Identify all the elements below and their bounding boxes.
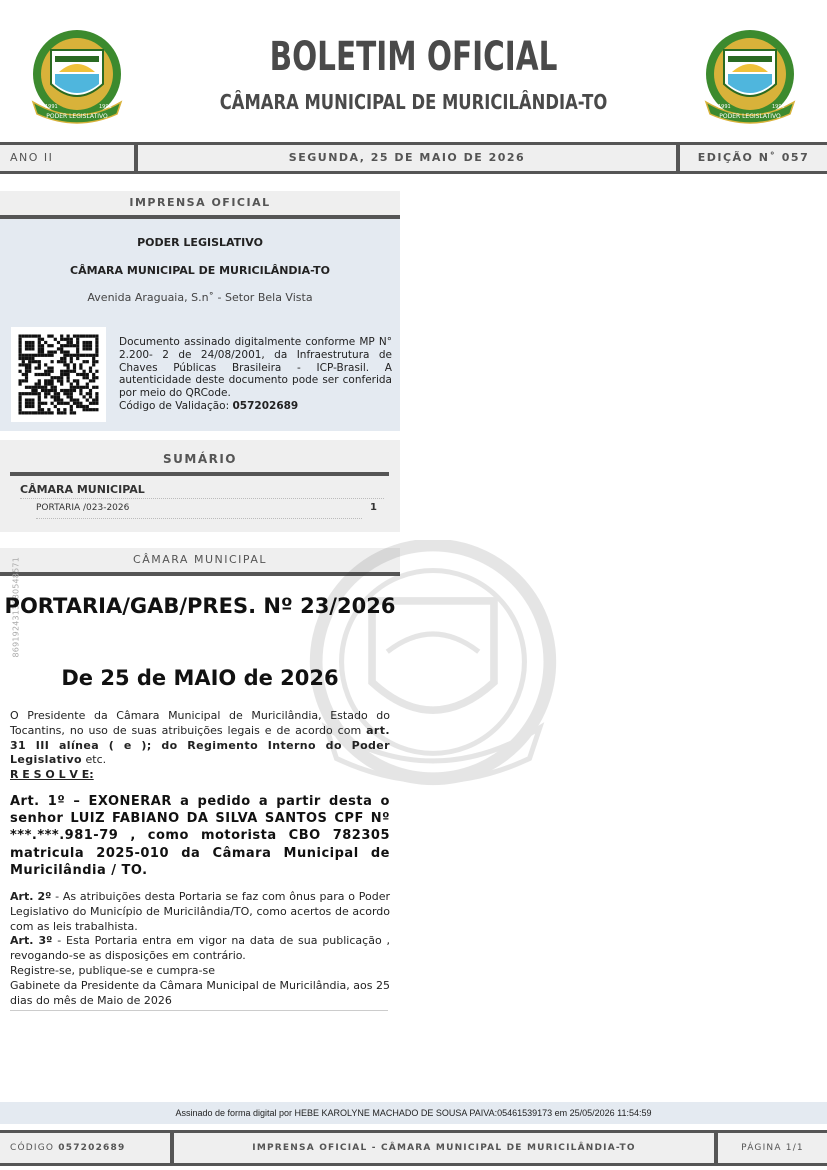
qr-code-icon [11, 327, 106, 422]
closing-line: Registre-se, publique-se e cumpra-se [10, 963, 215, 977]
seal-band-text: PODER LEGISLATIVO [46, 113, 108, 120]
seal-year-right: 1993 [99, 104, 112, 110]
digital-signature-footer: Assinado de forma digital por HEBE KAROLYNE MACHADO DE SOUSA PAIVA:05461539173 em 25/05/2026 11:54:59 [0, 1102, 827, 1124]
summary-item-page: 1 [370, 502, 377, 513]
seal-year-right: 1993 [772, 104, 785, 110]
seal-band-text: PODER LEGISLATIVO [719, 113, 781, 120]
intro-paragraph [10, 709, 390, 783]
divider [10, 472, 389, 476]
article-3-label: Art. 3º [10, 934, 53, 948]
branch-label: PODER LEGISLATIVO [137, 236, 263, 249]
validation-label: Código de Validação: [119, 399, 230, 412]
year-label: ANO II [10, 151, 54, 164]
footer-center-label: IMPRENSA OFICIAL - CÂMARA MUNICIPAL DE MURICILÂNDIA-TO [252, 1143, 636, 1153]
articles-block [10, 890, 390, 1008]
summary-heading: SUMÁRIO [162, 452, 238, 466]
document-side-code: 8691924313680548571 [11, 556, 21, 658]
code-value: 057202689 [58, 1143, 126, 1153]
divider [10, 1010, 388, 1011]
qr-code[interactable] [11, 327, 106, 422]
bulletin-subtitle: CÂMARA MUNICIPAL DE MURICILÂNDIA-TO [219, 90, 608, 114]
bulletin-title: BOLETIM OFICIAL [269, 34, 558, 80]
divider [36, 518, 362, 519]
footer-code [10, 1133, 125, 1163]
document-date: De 25 de MAIO de 2026 [61, 666, 339, 690]
resolve-label: R E S O L V E: [10, 768, 94, 782]
article-2-text: - As atribuições desta Portaria se faz com ônus para o Poder Legislativo do Município de Muricilândia/TO, como acertos de acordo com as leis trabalhista. [10, 890, 390, 933]
footer-bar [0, 1130, 827, 1166]
summary-item-label[interactable]: PORTARIA /023-2026 [36, 503, 130, 513]
article-2-label: Art. 2º [10, 890, 52, 903]
seal-year-left: 1991 [45, 104, 58, 110]
seal-year-left: 1991 [718, 104, 731, 110]
address-label: Avenida Araguaia, S.n˚ - Setor Bela Vista [87, 291, 313, 304]
edition-number: EDIÇÃO N˚ 057 [697, 151, 810, 164]
intro-reference: art. 31 III alínea ( e ); do Regimento Interno do Poder Legislativo [10, 723, 390, 767]
intro-text: O Presidente da Câmara Municipal de Muricilândia, Estado do Tocantins, no uso de suas atribuições legais e de acordo com [10, 709, 390, 737]
summary-section: CÂMARA MUNICIPAL [20, 483, 145, 496]
document-title: PORTARIA/GAB/PRES. Nº 23/2026 [4, 594, 396, 618]
signature-text: Documento assinado digitalmente conforme MP N° 2.200- 2 de 24/08/2001, da Infraestrutura de Chaves Públicas Brasileira - ICP-Brasil. A autenticidade deste documento pode ser conferida por meio do QRCode. [119, 336, 392, 400]
issue-date: SEGUNDA, 25 DE MAIO DE 2026 [288, 151, 526, 164]
intro-tail: etc. [85, 753, 107, 767]
section-heading: CÂMARA MUNICIPAL [0, 548, 400, 572]
divider [20, 498, 384, 499]
closing-signature-place: Gabinete da Presidente da Câmara Municipal de Muricilândia, aos 25 dias do mês de Maio de 2026 [10, 978, 390, 1007]
imprensa-heading: IMPRENSA OFICIAL [0, 191, 400, 215]
article-3-text: - Esta Portaria entra em vigor na data de sua publicação , revogando-se as disposições em contrário. [10, 934, 390, 963]
code-label: CÓDIGO [10, 1143, 55, 1153]
digital-signature-note [119, 336, 392, 413]
edition-info-bar [0, 142, 827, 174]
org-label: CÂMARA MUNICIPAL DE MURICILÂNDIA-TO [70, 264, 330, 277]
article-1: Art. 1º – EXONERAR a pedido a partir desta o senhor LUIZ FABIANO DA SILVA SANTOS CPF Nº ***.***.981-79 , como motorista CBO 782305 matricula 2025-010 da Câmara Municipal de Muricilândia / TO. [10, 794, 390, 878]
validation-code: 057202689 [232, 399, 299, 412]
page-number: PÁGINA 1/1 [741, 1143, 804, 1153]
